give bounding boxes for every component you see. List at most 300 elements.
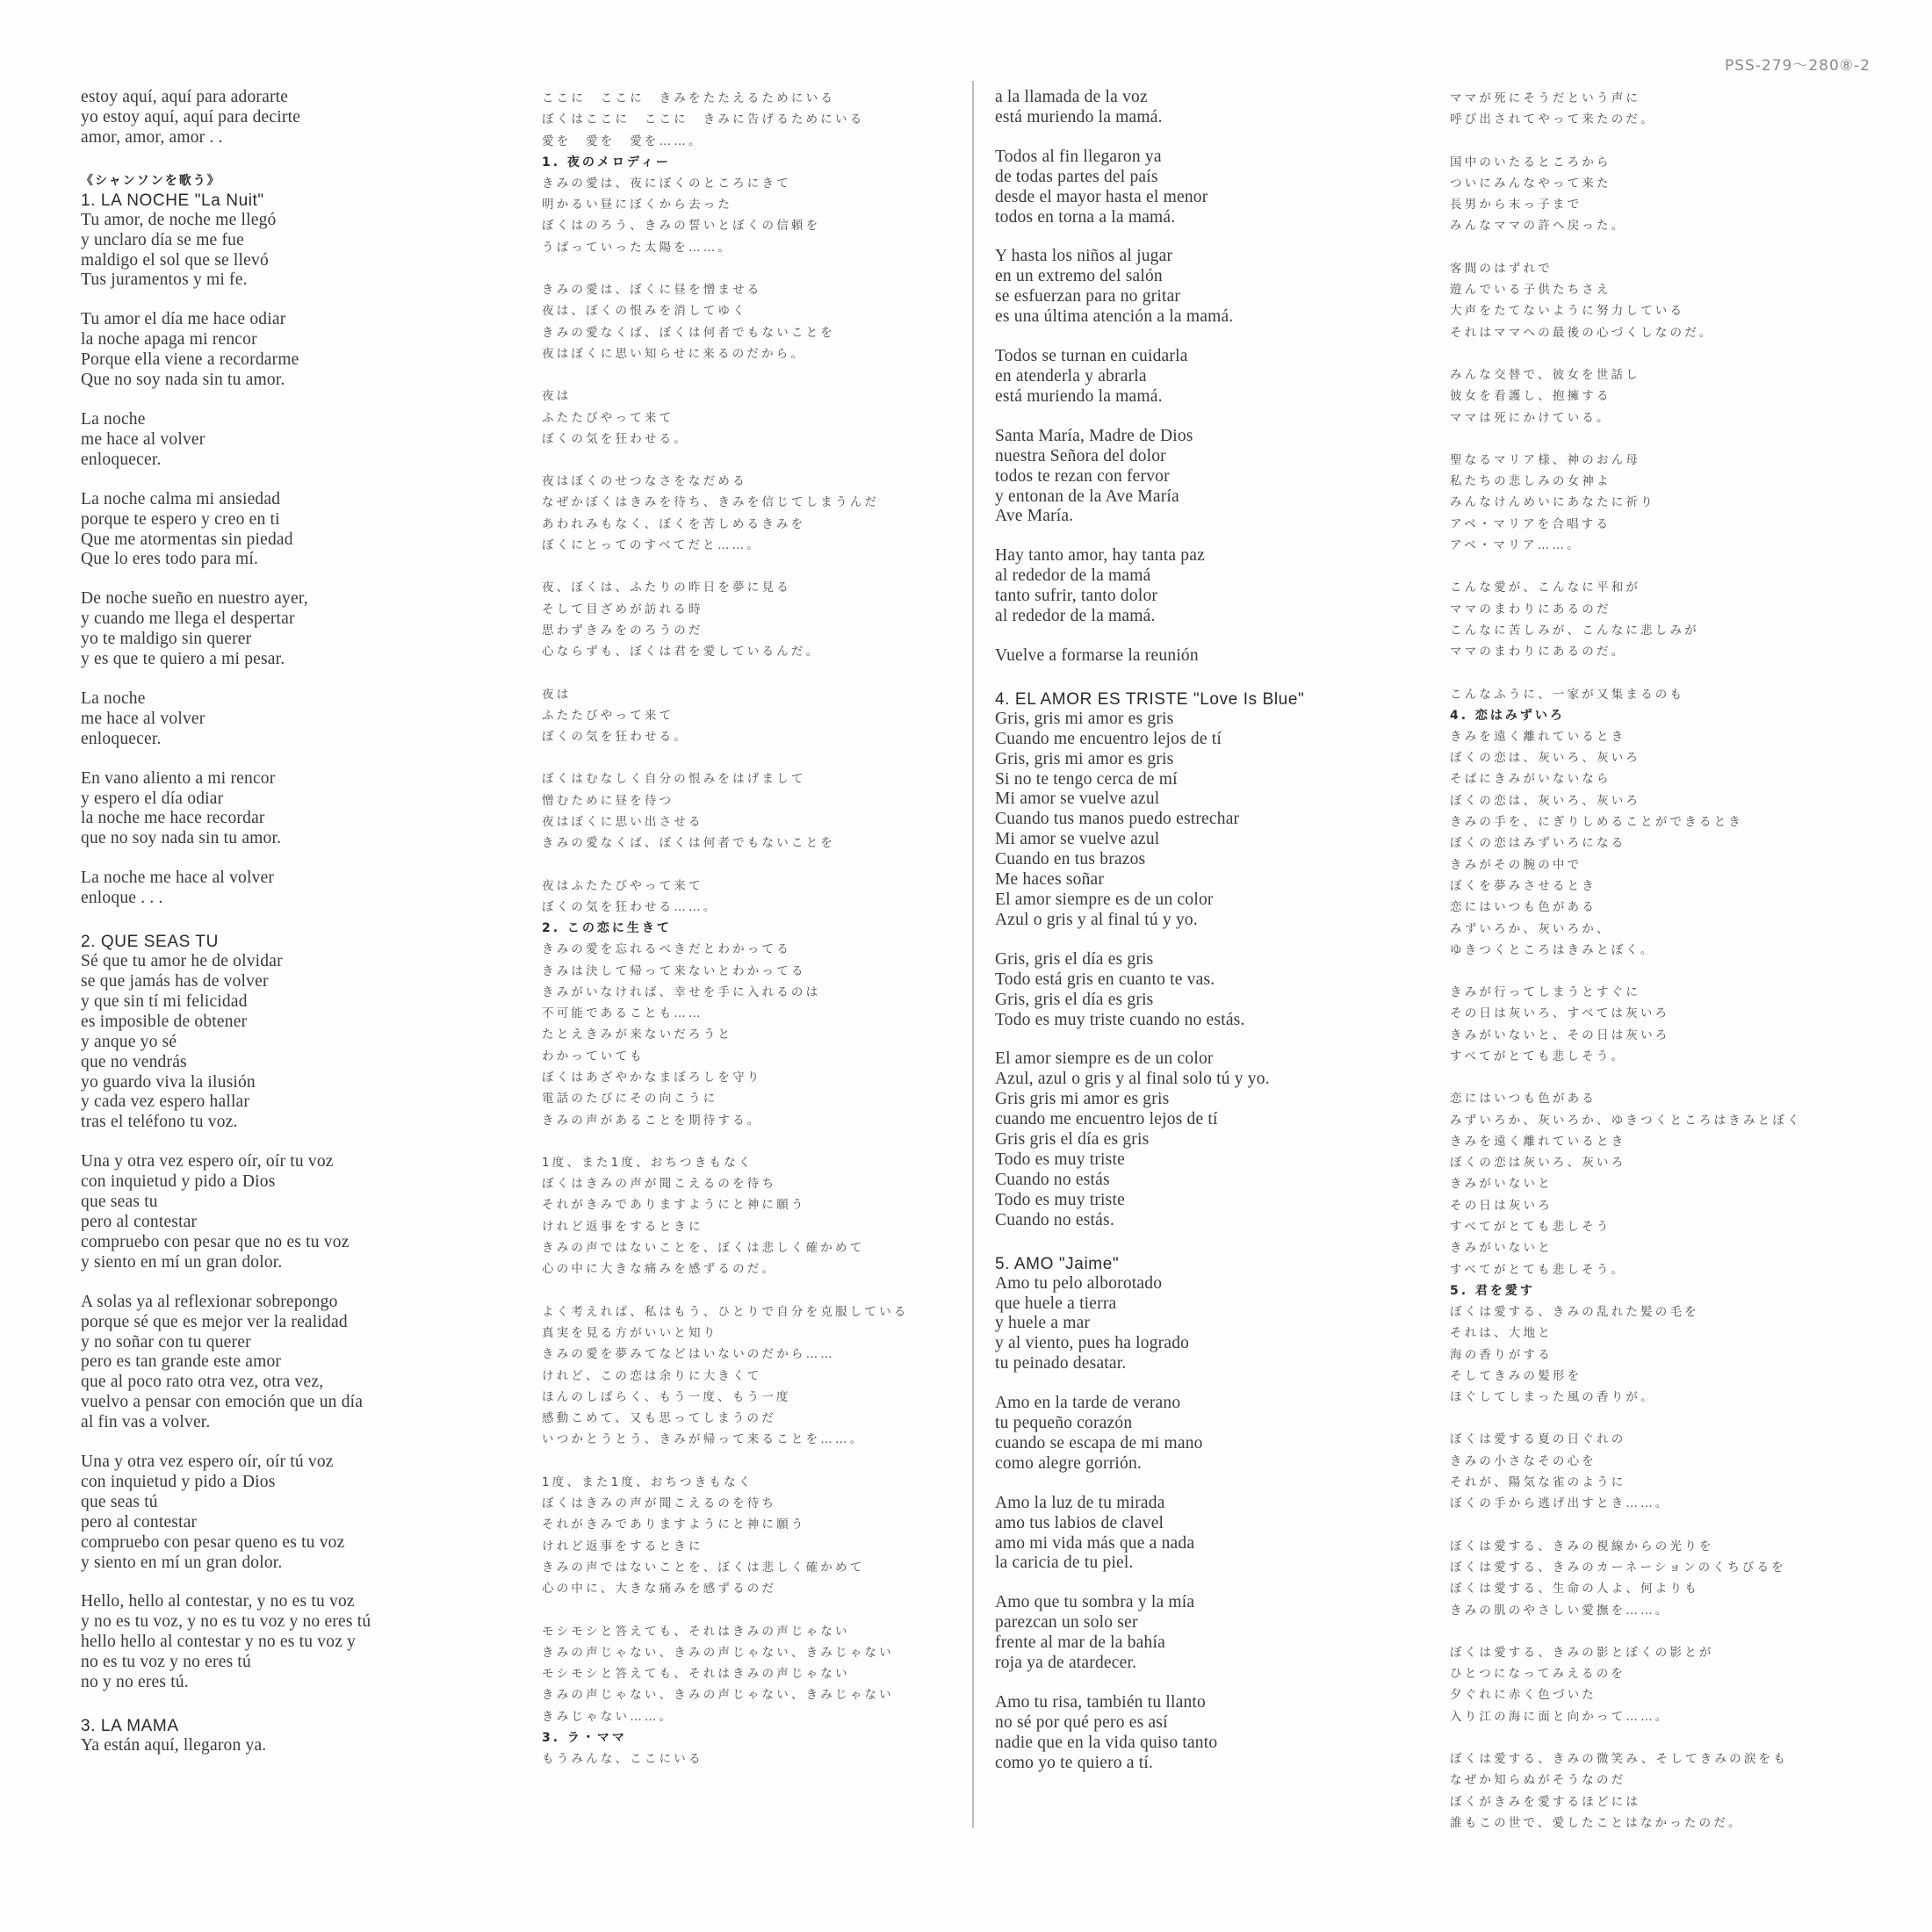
lyric-line: Amo que tu sombra y la mía bbox=[995, 1593, 1195, 1612]
lyric-line: 国中のいたるところから bbox=[1450, 155, 1611, 169]
song-section bbox=[81, 932, 511, 1133]
lyric-line: de todas partes del país bbox=[995, 167, 1158, 186]
lyric-line: la caricia de tu piel. bbox=[995, 1554, 1134, 1573]
catalog-code: PSS-279～280⑧-2 bbox=[1724, 57, 1871, 75]
verse bbox=[542, 88, 972, 152]
verse bbox=[81, 1152, 511, 1272]
verse bbox=[1450, 577, 1907, 662]
lyric-line: y no soñar con tu querer bbox=[81, 1332, 251, 1352]
lyric-line: que no soy nada sin tu amor. bbox=[81, 829, 282, 848]
lyric-line: きみの声じゃない、きみの声じゃない、きみじゃない bbox=[542, 1688, 894, 1703]
verse bbox=[995, 1394, 1434, 1474]
lyric-line: Azul, azul o gris y al final solo tú y yo. bbox=[995, 1070, 1270, 1089]
lyric-line: その日は灰いろ bbox=[1450, 1198, 1553, 1213]
lyric-line: El amor siempre es de un color bbox=[995, 1049, 1214, 1069]
lyric-line: きみがその腕の中で bbox=[1450, 857, 1582, 872]
lyric-line: 真実を見る方がいいと知り bbox=[542, 1325, 718, 1340]
lyric-line: きみがいないと bbox=[1450, 1177, 1553, 1192]
verse bbox=[1450, 1088, 1907, 1280]
lyric-line: ぼくは愛する、きみの乱れた髪の毛を bbox=[1450, 1304, 1699, 1319]
lyric-line: y cuando me llega el despertar bbox=[81, 609, 295, 629]
lyric-line: enloquecer. bbox=[81, 729, 162, 748]
lyric-line: 遊んでいる子供たちさえ bbox=[1450, 283, 1611, 298]
lyric-line: Amo en la tarde de verano bbox=[995, 1394, 1181, 1413]
lyric-line: ぼくはきみの声が聞こえるのを待ち bbox=[542, 1496, 777, 1511]
lyric-line: yo guardo viva la ilusión bbox=[81, 1072, 256, 1092]
lyric-line: きみの愛を忘れるべきだとわかってる bbox=[542, 942, 791, 957]
lyric-line: ひとつになってみえるのを bbox=[1450, 1667, 1626, 1682]
lyric-line: Tus juramentos y mi fe. bbox=[81, 270, 248, 290]
lyric-line: 夜はぼくに思い出させる bbox=[542, 815, 703, 830]
lyric-line: porque te espero y creo en ti bbox=[81, 509, 280, 529]
lyric-line: 恋にはいつも色がある bbox=[1450, 900, 1597, 915]
lyric-line: そしてきみの髪形を bbox=[1450, 1368, 1582, 1383]
song-section bbox=[542, 1727, 972, 1770]
lyric-line: pero al contestar bbox=[81, 1512, 198, 1532]
verse bbox=[1450, 1429, 1907, 1514]
lyric-line: amo tus labios de clavel bbox=[995, 1513, 1164, 1532]
lyric-line: みんな交替で、彼女を世話し bbox=[1450, 367, 1640, 382]
lyric-line: こんな愛が、こんなに平和が bbox=[1450, 580, 1641, 595]
lyric-line: ぼくは愛する、生命の人よ、何よりも bbox=[1450, 1582, 1699, 1597]
lyric-line: ぼくにとってのすべてだと……。 bbox=[542, 538, 761, 553]
verse bbox=[1450, 1536, 1907, 1621]
lyric-line: y anque yo sé bbox=[81, 1032, 177, 1051]
lyric-line: Gris gris el día es gris bbox=[995, 1130, 1150, 1150]
lyric-line: きみの声ではないことを、ぼくは悲しく確かめて bbox=[542, 1560, 865, 1575]
lyric-line: ぼくの手から逃げ出すとき……。 bbox=[1450, 1496, 1670, 1511]
lyric-line: ぼくの恋はみずいろになる bbox=[1450, 836, 1626, 851]
lyric-line: 恋にはいつも色がある bbox=[1450, 1092, 1597, 1107]
lyric-line: yo estoy aquí, aquí para decirte bbox=[81, 107, 301, 126]
verse bbox=[542, 471, 972, 556]
lyric-line: como alegre gorrión. bbox=[995, 1453, 1142, 1473]
lyric-line: enloque . . . bbox=[81, 889, 163, 908]
lyric-line: Gris, gris mi amor es gris bbox=[995, 749, 1174, 768]
lyric-line: me hace al volver bbox=[81, 429, 205, 449]
song-title: 5. 君を愛す bbox=[1450, 1283, 1535, 1298]
lyric-line: ママが死にそうだという声に bbox=[1450, 91, 1641, 105]
song-section bbox=[542, 152, 972, 258]
verse bbox=[81, 310, 511, 391]
lyric-line: Azul o gris y al final tú y yo. bbox=[995, 910, 1198, 929]
lyric-line: se que jamás has de volver bbox=[81, 972, 269, 991]
lyric-line: 長男から末っ子まで bbox=[1450, 198, 1582, 213]
lyric-line: Que lo eres todo para mí. bbox=[81, 550, 259, 569]
song-title: 5. AMO "Jaime" bbox=[995, 1254, 1120, 1273]
verse bbox=[542, 1621, 972, 1727]
lyric-line: estoy aquí, aquí para adorarte bbox=[81, 88, 289, 106]
lyric-line: きみの愛は、ぼくに昼を憎ませる bbox=[542, 283, 762, 298]
lyric-line: tras el teléfono tu voz. bbox=[81, 1113, 238, 1132]
song-title: 2. QUE SEAS TU bbox=[81, 933, 219, 952]
verse bbox=[1450, 1748, 1907, 1834]
lyric-line: pero al contestar bbox=[81, 1212, 198, 1231]
lyric-line: 私たちの悲しみの女神よ bbox=[1450, 474, 1611, 489]
lyric-line: hello hello al contestar y no es tu voz y bbox=[81, 1633, 357, 1652]
lyric-line: けれど、この恋は余りに大きくて bbox=[542, 1368, 762, 1383]
lyric-line: Mi amor se vuelve azul bbox=[995, 830, 1160, 849]
lyric-line: 電話のたびにその向こうに bbox=[542, 1092, 718, 1107]
lyric-line: Gris, gris el día es gris bbox=[995, 990, 1154, 1009]
lyric-line: Sé que tu amor he de olvidar bbox=[81, 952, 283, 971]
lyric-line: maldigo el sol que se llevó bbox=[81, 250, 269, 270]
lyric-line: 1度、また1度、おちつきもなく bbox=[542, 1474, 753, 1489]
lyric-line: 入り江の海に面と向かって……。 bbox=[1450, 1709, 1670, 1724]
song-title: 1. 夜のメロディー bbox=[542, 155, 671, 169]
lyric-line: Ave María. bbox=[995, 507, 1074, 526]
lyric-line: ぼくは愛する、きみのカーネーションのくちびるを bbox=[1450, 1560, 1786, 1575]
lyric-line: モシモシと答えても、それはきみの声じゃない bbox=[542, 1624, 850, 1639]
lyric-line: きみがいなければ、幸せを手に入れるのは bbox=[542, 984, 821, 999]
lyric-line: La noche me hace al volver bbox=[81, 869, 275, 888]
verse bbox=[995, 546, 1434, 627]
lyric-line: ぼくの気を狂わせる……。 bbox=[542, 899, 718, 914]
lyric-line: Gris, gris mi amor es gris bbox=[995, 709, 1174, 728]
lyric-line: yo te maldigo sin querer bbox=[81, 630, 252, 649]
lyric-line: モシモシと答えても、それはきみの声じゃない bbox=[542, 1667, 850, 1682]
lyric-line: en un extremo del salón bbox=[995, 267, 1163, 286]
lyric-line: la noche me hace recordar bbox=[81, 809, 265, 828]
song-section bbox=[542, 918, 972, 1131]
verse bbox=[81, 869, 511, 909]
lyric-line: no sé por qué pero es así bbox=[995, 1712, 1168, 1732]
song-title: 4. EL AMOR ES TRISTE "Love Is Blue" bbox=[995, 689, 1305, 709]
lyric-line: きみの小さなその心を bbox=[1450, 1453, 1597, 1468]
lyric-line: está muriendo la mamá. bbox=[995, 386, 1163, 406]
lyric-line: La noche calma mi ansiedad bbox=[81, 489, 281, 508]
lyric-line: 夜はぼくのせつなさをなだめる bbox=[542, 474, 747, 489]
lyric-line: 心ならずも、ぼくは君を愛しているんだ。 bbox=[542, 645, 821, 660]
lyric-line: 夜、ぼくは、ふたりの昨日を夢に見る bbox=[542, 580, 791, 595]
lyric-line: Cuando no estás bbox=[995, 1170, 1110, 1189]
lyric-line: que seas tu bbox=[81, 1193, 158, 1212]
lyric-line: compruebo con pesar que no es tu voz bbox=[81, 1232, 350, 1251]
verse bbox=[542, 1152, 972, 1280]
lyric-line: きみの愛なくば、ぼくは何者でもないことを bbox=[542, 836, 835, 851]
lyric-line: Todos al fin llegaron ya bbox=[995, 147, 1162, 166]
lyric-line: al fin vas a volver. bbox=[81, 1413, 211, 1432]
lyric-line: no es tu voz y no eres tú bbox=[81, 1653, 252, 1672]
verse bbox=[542, 386, 972, 450]
song-section bbox=[81, 1716, 511, 1756]
lyric-line: 夜はぼくに思い知らせに来るのだから。 bbox=[542, 346, 806, 361]
lyric-line: ぼくはここに ここに きみに告げるためにいる bbox=[542, 112, 865, 127]
lyric-line: 海の香りがする bbox=[1450, 1347, 1553, 1362]
lyric-line: ぼくは愛する、きみの影とぼくの影とが bbox=[1450, 1645, 1714, 1660]
lyric-line: きみを遠く離れているとき bbox=[1450, 1134, 1626, 1149]
lyric-line: todos en torna a la mamá. bbox=[995, 207, 1176, 227]
lyric-line: きみの手を、にぎりしめることができるとき bbox=[1450, 815, 1743, 830]
lyric-line: y siento en mí un gran dolor. bbox=[81, 1252, 283, 1272]
lyric-line: 呼び出されてやって来たのだ。 bbox=[1450, 112, 1655, 127]
lyric-line: それがきみでありますようにと神に願う bbox=[542, 1198, 806, 1213]
lyric-line: 1度、また1度、おちつきもなく bbox=[542, 1155, 753, 1170]
lyric-line: 夜は bbox=[542, 687, 572, 702]
lyric-line: me hace al volver bbox=[81, 709, 205, 728]
verse bbox=[1450, 1642, 1907, 1727]
song-title: 4. 恋はみずいろ bbox=[1450, 708, 1565, 723]
verse bbox=[81, 769, 511, 850]
lyric-line: la noche apaga mi rencor bbox=[81, 330, 257, 350]
verse bbox=[995, 347, 1434, 407]
lyric-line: よく考えれば、私はもう、ひとりで自分を克服している bbox=[542, 1304, 909, 1319]
lyric-line: 愛を 愛を 愛を……。 bbox=[542, 133, 703, 148]
lyric-line: Vuelve a formarse la reunión bbox=[995, 645, 1199, 665]
lyric-line: 客間のはずれで bbox=[1450, 261, 1553, 276]
column-spanish-1 bbox=[81, 88, 511, 1756]
lyric-line: 明かるい昼にぼくから去った bbox=[542, 198, 733, 213]
lyric-line: みずいろか、灰いろか、ゆきつくところはきみとぼく bbox=[1450, 1113, 1802, 1128]
verse bbox=[995, 148, 1434, 228]
lyric-line: きみを遠く離れているとき bbox=[1450, 729, 1626, 744]
column-divider bbox=[972, 81, 974, 1828]
lyric-line: Porque ella viene a recordarme bbox=[81, 350, 299, 370]
lyric-line: Hello, hello al contestar, y no es tu voz bbox=[81, 1592, 355, 1611]
verse bbox=[995, 88, 1434, 128]
song-title: 1. LA NOCHE "La Nuit" bbox=[81, 191, 264, 210]
lyric-line: amo mi vida más que a nada bbox=[995, 1533, 1195, 1553]
lyric-line: De noche sueño en nuestro ayer, bbox=[81, 589, 308, 609]
lyric-line: nadie que en la vida quiso tanto bbox=[995, 1733, 1218, 1752]
lyric-line: cuando se escapa de mi mano bbox=[995, 1433, 1203, 1453]
lyric-line: あわれみもなく、ぼくを苦しめるきみを bbox=[542, 516, 806, 531]
lyric-line: ママは死にかけている。 bbox=[1450, 410, 1611, 425]
lyric-line: Hay tanto amor, hay tanta paz bbox=[995, 546, 1205, 566]
lyric-line: ついにみんなやって来た bbox=[1450, 176, 1611, 191]
lyric-line: けれど返事をするときに bbox=[542, 1219, 703, 1234]
verse bbox=[542, 1472, 972, 1600]
verse bbox=[995, 1693, 1434, 1774]
lyric-line: cuando me encuentro lejos de tí bbox=[995, 1110, 1218, 1129]
lyric-line: Amo tu pelo alborotado bbox=[995, 1273, 1163, 1293]
verse bbox=[542, 768, 972, 854]
lyric-line: きみの愛なくば、ぼくは何者でもないことを bbox=[542, 325, 835, 340]
lyric-line: ぼくの恋は、灰いろ、灰いろ bbox=[1450, 751, 1641, 766]
verse bbox=[1450, 258, 1907, 343]
verse bbox=[81, 589, 511, 670]
lyric-line: きみがいないと bbox=[1450, 1241, 1553, 1256]
lyric-line: それはママへの最後の心づくしなのだ。 bbox=[1450, 325, 1714, 340]
lyric-line: es imposible de obtener bbox=[81, 1012, 248, 1031]
lyric-line: roja ya de atardecer. bbox=[995, 1654, 1137, 1673]
lyric-line: parezcan un solo ser bbox=[995, 1613, 1138, 1633]
lyric-line: Amo la luz de tu mirada bbox=[995, 1493, 1165, 1512]
lyric-line: きみじゃない……。 bbox=[542, 1709, 674, 1724]
lyric-line: vuelvo a pensar con emoción que un día bbox=[81, 1393, 364, 1412]
lyric-line: ゆきつくところはきみとぼく。 bbox=[1450, 942, 1655, 957]
lyric-line: La noche bbox=[81, 688, 146, 708]
lyric-line: Tu amor el día me hace odiar bbox=[81, 310, 286, 329]
verse bbox=[995, 646, 1434, 667]
lyric-line: すべてがとても悲しそう。 bbox=[1450, 1049, 1626, 1063]
song-section bbox=[1450, 705, 1907, 961]
lyric-line: Cuando me encuentro lejos de tí bbox=[995, 729, 1222, 748]
lyric-line: すべてがとても悲しそう bbox=[1450, 1220, 1611, 1235]
lyric-line: al rededor de la mamá. bbox=[995, 607, 1156, 626]
verse bbox=[81, 1293, 511, 1433]
lyric-line: アベ・マリア……。 bbox=[1450, 538, 1582, 553]
lyric-line: Una y otra vez espero oír, oír tu voz bbox=[81, 1152, 334, 1171]
lyric-line: なぜかぼくはきみを待ち、きみを信じてしまうんだ bbox=[542, 495, 880, 510]
lyric-line: En vano aliento a mi rencor bbox=[81, 768, 276, 788]
lyric-line: y siento en mí un gran dolor. bbox=[81, 1553, 283, 1572]
lyric-line: ぼくはきみの声が聞こえるのを待ち bbox=[542, 1177, 777, 1192]
lyric-line: Cuando tus manos puedo estrechar bbox=[995, 810, 1240, 829]
lyric-line: tu peinado desatar. bbox=[995, 1354, 1127, 1373]
lyric-line: al rededor de la mamá bbox=[995, 566, 1151, 586]
lyric-line: 夜は bbox=[542, 389, 572, 404]
lyric-line: y al viento, pues ha logrado bbox=[995, 1334, 1190, 1353]
lyric-line: わかっていても bbox=[542, 1049, 645, 1063]
lyric-line: Ya están aquí, llegaron ya. bbox=[81, 1736, 267, 1755]
lyric-line: それがきみでありますようにと神に願う bbox=[542, 1517, 806, 1532]
column-spanish-2 bbox=[995, 88, 1434, 1774]
verse bbox=[1450, 450, 1907, 556]
section-subheading: 《シャンソンを歌う》 bbox=[81, 173, 221, 188]
verse bbox=[81, 410, 511, 471]
lyric-line: きみの肌のやさしい愛撫を……。 bbox=[1450, 1603, 1670, 1618]
lyric-line: compruebo con pesar queno es tu voz bbox=[81, 1532, 345, 1552]
lyric-line: こんなに苦しみが、こんなに悲しみが bbox=[1450, 623, 1699, 638]
lyric-line: Mi amor se vuelve azul bbox=[995, 789, 1160, 809]
column-japanese-2 bbox=[1450, 88, 1907, 1834]
lyric-line: y cada vez espero hallar bbox=[81, 1092, 250, 1112]
lyric-line: Cuando no estás. bbox=[995, 1210, 1114, 1229]
verse bbox=[1450, 684, 1907, 705]
lyric-line: Todo es muy triste bbox=[995, 1150, 1125, 1169]
lyric-line: ぼくは愛する、きみの視線からの光りを bbox=[1450, 1539, 1714, 1554]
lyric-line: みんなけんめいにあなたに祈り bbox=[1450, 495, 1655, 510]
lyric-line: que seas tú bbox=[81, 1492, 158, 1511]
lyric-line: Todo es muy triste bbox=[995, 1190, 1125, 1209]
lyric-line: como yo te quiero a tí. bbox=[995, 1753, 1154, 1772]
verse bbox=[81, 1592, 511, 1693]
lyric-line: Todo está gris en cuanto te vas. bbox=[995, 970, 1215, 989]
lyric-line: y es que te quiero a mi pesar. bbox=[81, 650, 285, 669]
lyric-line: y espero el día odiar bbox=[81, 789, 224, 808]
lyric-line: 夜はふたたびやって来て bbox=[542, 878, 703, 893]
lyric-line: nuestra Señora del dolor bbox=[995, 446, 1166, 465]
lyric-line: tanto sufrir, tanto dolor bbox=[995, 587, 1158, 606]
verse bbox=[1450, 364, 1907, 429]
lyric-line: ほんのしばらく、もう一度、もう一度 bbox=[542, 1389, 791, 1404]
verse bbox=[81, 1453, 511, 1573]
lyric-line: todos te rezan con fervor bbox=[995, 466, 1170, 486]
lyric-line: Todo es muy triste cuando no estás. bbox=[995, 1010, 1245, 1029]
lyric-line: en atenderla y abrarla bbox=[995, 366, 1147, 386]
lyric-line: もうみんな、ここにいる bbox=[542, 1752, 703, 1766]
lyric-line: 心の中に、大きな痛みを感ずるのだ bbox=[542, 1582, 777, 1597]
song-title: 3. ラ・ママ bbox=[542, 1731, 627, 1745]
lyric-line: pero es tan grande este amor bbox=[81, 1352, 282, 1372]
lyric-line: y entonan de la Ave María bbox=[995, 487, 1179, 506]
lyric-line: いつかとうとう、きみが帰って来ることを……。 bbox=[542, 1432, 865, 1447]
lyric-line: ぼくはあざやかなまぼろしを守り bbox=[542, 1070, 762, 1085]
lyric-line: ぼくの恋は灰いろ、灰いろ bbox=[1450, 1156, 1626, 1171]
lyric-line: 憎むために昼を待つ bbox=[542, 793, 674, 808]
verse bbox=[81, 689, 511, 750]
lyric-line: ふたたびやって来て bbox=[542, 708, 674, 723]
lyric-line: que no vendrás bbox=[81, 1052, 187, 1071]
lyric-line: y huele a mar bbox=[995, 1314, 1091, 1333]
lyric-line: そばにきみがいないなら bbox=[1450, 772, 1611, 787]
lyric-line: Tu amor, de noche me llegó bbox=[81, 210, 277, 229]
lyric-line: その日は灰いろ、すべては灰いろ bbox=[1450, 1006, 1670, 1021]
verse bbox=[542, 279, 972, 364]
lyric-line: ぼくの気を狂わせる。 bbox=[542, 730, 688, 745]
lyric-line: 心の中に大きな痛みを感ずるのだ。 bbox=[542, 1262, 777, 1277]
lyric-line: うばっていった太陽を……。 bbox=[542, 240, 733, 255]
song-section bbox=[995, 689, 1434, 931]
lyric-line: それは、大地と bbox=[1450, 1326, 1553, 1341]
lyric-line: きみが行ってしまうとすぐに bbox=[1450, 985, 1641, 1000]
song-title: 2. この恋に生きて bbox=[542, 921, 672, 936]
lyric-line: 聖なるマリア様、神のおん母 bbox=[1450, 452, 1641, 467]
verse bbox=[542, 684, 972, 748]
lyric-line: no y no eres tú. bbox=[81, 1673, 189, 1692]
lyric-line: que al poco rato otra vez, otra vez, bbox=[81, 1373, 324, 1392]
lyric-line: そして目ざめが訪れる時 bbox=[542, 602, 703, 616]
lyric-line: すべてがとても悲しそう。 bbox=[1450, 1262, 1626, 1277]
lyric-line: 感動こめて、又も思ってしまうのだ bbox=[542, 1411, 776, 1426]
lyric-line: y que sin tí mi felicidad bbox=[81, 991, 248, 1011]
song-section bbox=[81, 171, 511, 292]
verse bbox=[542, 577, 972, 662]
lyric-line: きみがいないと、その日は灰いろ bbox=[1450, 1027, 1670, 1042]
lyric-line: Todos se turnan en cuidarla bbox=[995, 347, 1188, 366]
lyric-line: たとえきみが来ないだろうと bbox=[542, 1027, 733, 1042]
lyric-line: ぼくは愛する、きみの微笑み、そしてきみの涙をも bbox=[1450, 1752, 1788, 1766]
lyric-line: なぜか知らぬがそうなのだ bbox=[1450, 1773, 1626, 1788]
verse bbox=[995, 1593, 1434, 1674]
lyric-line: y unclaro día se me fue bbox=[81, 230, 244, 249]
lyric-line: ママのまわりにあるのだ bbox=[1450, 602, 1611, 616]
verse bbox=[1450, 982, 1907, 1067]
lyric-line: ほぐしてしまった風の香りが。 bbox=[1450, 1390, 1655, 1405]
lyric-line: ぼくを夢みさせるとき bbox=[1450, 878, 1597, 893]
lyric-line: que huele a tierra bbox=[995, 1294, 1117, 1313]
lyric-line: se esfuerzan para no gritar bbox=[995, 287, 1181, 306]
song-title: 3. LA MAMA bbox=[81, 1717, 179, 1735]
lyric-line: con inquietud y pido a Dios bbox=[81, 1472, 276, 1491]
lyric-line: ふたたびやって来て bbox=[542, 410, 674, 425]
verse bbox=[1450, 152, 1907, 237]
verse bbox=[995, 950, 1434, 1031]
lyric-line: ぼくがきみを愛するほどには bbox=[1450, 1794, 1641, 1809]
lyric-line: ママのまわりにあるのだ。 bbox=[1450, 645, 1626, 660]
lyric-line: es una última atención a la mamá. bbox=[995, 307, 1234, 327]
lyric-line: A solas ya al reflexionar sobrepongo bbox=[81, 1292, 338, 1311]
lyric-line: きみは決して帰って来ないとわかってる bbox=[542, 963, 806, 978]
lyric-line: Una y otra vez espero oír, oír tú voz bbox=[81, 1453, 334, 1472]
lyric-line: 彼女を看護し、抱擁する bbox=[1450, 389, 1611, 404]
verse bbox=[542, 1301, 972, 1451]
lyric-line: ここに ここに きみをたたえるためにいる bbox=[542, 91, 835, 105]
lyric-line: frente al mar de la bahía bbox=[995, 1633, 1165, 1653]
lyric-line: きみの声ではないことを、ぼくは悲しく確かめて bbox=[542, 1241, 865, 1256]
lyric-line: Si no te tengo cerca de mí bbox=[995, 769, 1178, 789]
lyric-line: amor, amor, amor . . bbox=[81, 127, 223, 147]
lyric-line: 不可能であることも…… bbox=[542, 1006, 703, 1021]
lyric-line: きみの声じゃない、きみの声じゃない、きみじゃない bbox=[542, 1645, 894, 1660]
verse bbox=[995, 247, 1434, 328]
lyric-line: ぼくはのろう、きみの誓いとぼくの信頼を bbox=[542, 219, 821, 234]
lyric-line: けれど返事をするときに bbox=[542, 1539, 703, 1554]
lyric-line: きみの愛を夢みてなどはいないのだから…… bbox=[542, 1347, 835, 1362]
lyric-line: ぼくは愛する夏の日ぐれの bbox=[1450, 1432, 1626, 1447]
verse bbox=[81, 490, 511, 571]
